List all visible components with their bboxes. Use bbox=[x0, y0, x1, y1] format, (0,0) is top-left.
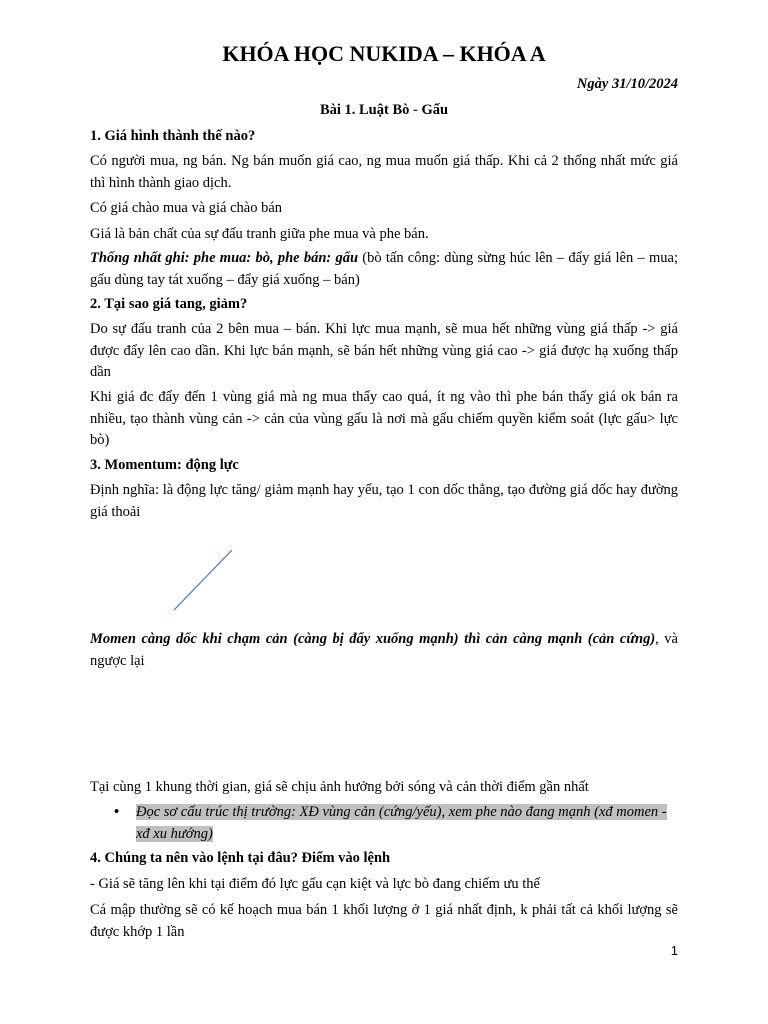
section-2-paragraph-1: Do sự đấu tranh của 2 bên mua – bán. Khi lực mua mạnh, sẽ mua hết những vùng giá thấp -> giá được đẩy lên cao dần. Khi lực bán mạnh, sẽ bán hết những vùng giá cao -> giá được hạ xuống thấp dần bbox=[90, 321, 678, 380]
slope-line-mark bbox=[174, 550, 232, 610]
section-3-heading: 3. Momentum: động lực bbox=[90, 457, 239, 473]
convention-emphasis: Thống nhất ghi: phe mua: bò, phe bán: gấu bbox=[90, 250, 359, 266]
momentum-detail: , và ngược lại bbox=[90, 631, 678, 669]
bullet-marker: • bbox=[114, 804, 120, 820]
section-1-heading: 1. Giá hình thành thế nào? bbox=[90, 128, 256, 144]
document-date: Ngày 31/10/2024 bbox=[576, 76, 678, 92]
convention-detail: (bò tấn công: dùng sừng húc lên – đẩy giá lên – mua; gấu dùng tay tát xuống – đẩy giá xuống – bán) bbox=[90, 250, 678, 288]
section-2-heading: 2. Tại sao giá tang, giảm? bbox=[90, 296, 248, 312]
page-number: 1 bbox=[670, 943, 678, 958]
momentum-slope-line bbox=[170, 546, 236, 614]
section-4-heading: 4. Chúng ta nên vào lệnh tại đâu? Điểm vào lệnh bbox=[90, 850, 391, 866]
bullet-text bbox=[136, 802, 678, 845]
section-4-paragraph-1: - Giá sẽ tăng lên khi tại điểm đó lực gấu cạn kiệt và lực bò đang chiếm ưu thế bbox=[90, 876, 540, 892]
document-title: KHÓA HỌC NUKIDA – KHÓA A bbox=[222, 41, 546, 66]
bullet-item bbox=[114, 802, 678, 845]
section-1-paragraph-2: Có giá chào mua và giá chào bán bbox=[90, 200, 283, 216]
highlighted-text: Đọc sơ cấu trúc thị trường: XĐ vùng cản (cứng/yếu), xem phe nào đang mạnh (xđ momen - xđ xu hướng) bbox=[136, 804, 667, 842]
section-4-paragraph-2: Cá mập thường sẽ có kế hoạch mua bán 1 khối lượng ở 1 giá nhất định, k phải tất cả khối lượng sẽ được khớp 1 lần bbox=[90, 902, 678, 940]
section-1-paragraph-1: Có người mua, ng bán. Ng bán muốn giá cao, ng mua muốn giá thấp. Khi cả 2 thống nhất mức giá thì hình thành giao dịch. bbox=[90, 153, 678, 191]
section-2-paragraph-2: Khi giá đc đẩy đến 1 vùng giá mà ng mua thấy cao quá, ít ng vào thì phe bán thấy giá ok bán ra nhiều, tạo thành vùng cản -> cản của vùng gấu là nơi mà gấu chiếm quyền kiểm soát (lực gấu> lực bò) bbox=[90, 389, 678, 448]
section-3-paragraph-3: Tại cùng 1 khung thời gian, giá sẽ chịu ảnh hưởng bởi sóng và cản thời điểm gần nhất bbox=[90, 779, 589, 795]
lesson-title: Bài 1. Luật Bò - Gấu bbox=[319, 102, 449, 118]
section-1-paragraph-3: Giá là bản chất của sự đấu tranh giữa phe mua và phe bán. bbox=[90, 226, 429, 242]
section-1-paragraph-4 bbox=[90, 248, 678, 291]
momentum-emphasis: Momen càng dốc khi chạm cản (càng bị đẩy xuống mạnh) thì cản càng mạnh (cản cứng) bbox=[90, 631, 656, 647]
section-3-paragraph-2 bbox=[90, 629, 678, 672]
section-3-paragraph-1: Định nghĩa: là động lực tăng/ giảm mạnh hay yếu, tạo 1 con dốc thẳng, tạo đường giá dốc hay đường giá thoải bbox=[90, 482, 678, 520]
